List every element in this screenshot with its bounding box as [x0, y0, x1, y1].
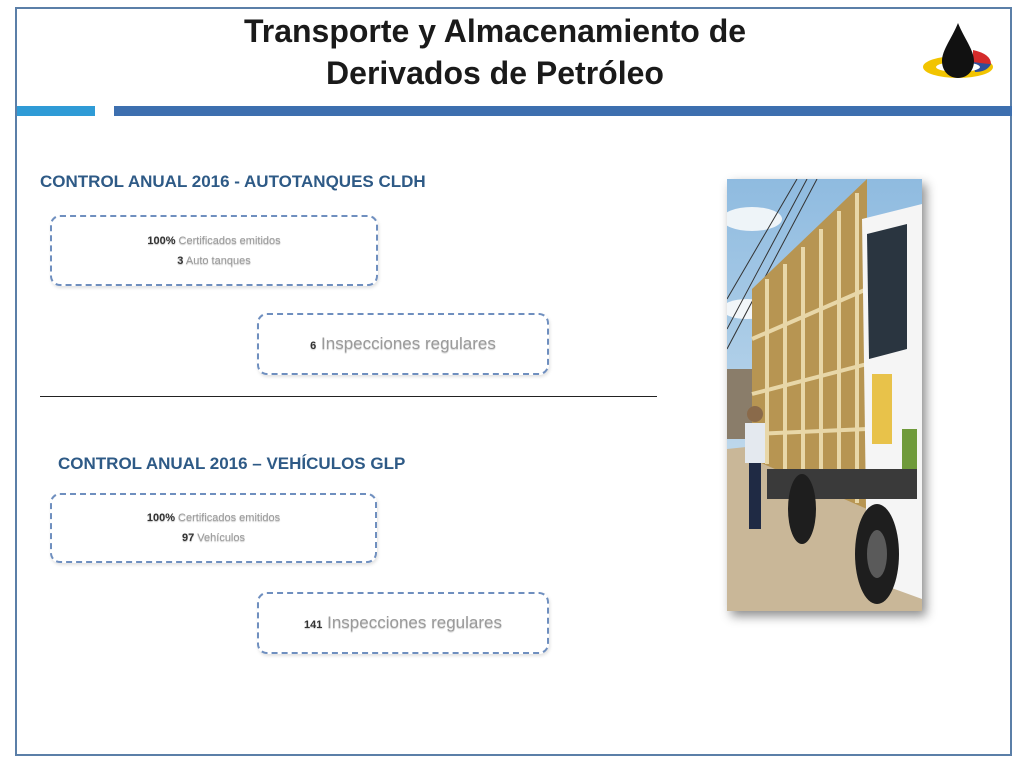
section-title-vehiculos-glp: CONTROL ANUAL 2016 – VEHÍCULOS GLP — [58, 454, 406, 473]
inspections-line — [304, 613, 502, 633]
certificates-label: Certificados emitidos — [178, 512, 281, 524]
vehicles-label: Vehículos — [197, 532, 245, 544]
oil-drop-logo-icon — [921, 20, 995, 86]
inspections-line — [310, 334, 496, 354]
title-line-2: Derivados de Petróleo — [326, 55, 664, 91]
truck-photo — [727, 179, 922, 611]
autotanques-count: 3 — [177, 254, 184, 267]
autotanques-label: Auto tanques — [185, 254, 251, 267]
certificates-percent: 100% — [147, 234, 176, 247]
title-line-1: Transporte y Almacenamiento de — [243, 13, 747, 49]
inspections-label: Inspecciones regulares — [321, 334, 496, 353]
certificates-line — [147, 508, 280, 528]
inspections-count: 6 — [310, 340, 317, 352]
count-line — [182, 528, 245, 548]
section-divider — [40, 396, 657, 397]
page-title — [150, 10, 840, 94]
section-title-autotanques: CONTROL ANUAL 2016 - AUTOTANQUES CLDH — [40, 172, 426, 191]
accent-bar-right — [114, 106, 1012, 116]
certificates-box-glp — [50, 493, 377, 563]
vehicles-count: 97 — [181, 532, 195, 544]
certificates-line — [147, 231, 280, 251]
inspections-count: 141 — [304, 619, 323, 631]
inspections-box-glp — [257, 592, 549, 654]
accent-bar-left — [17, 106, 95, 116]
inspections-label: Inspecciones regulares — [327, 613, 502, 632]
inspections-box-autotanques — [257, 313, 549, 375]
certificates-percent: 100% — [146, 512, 175, 524]
count-line — [177, 251, 250, 271]
certificates-label: Certificados emitidos — [178, 234, 281, 247]
certificates-box-autotanques — [50, 215, 378, 286]
